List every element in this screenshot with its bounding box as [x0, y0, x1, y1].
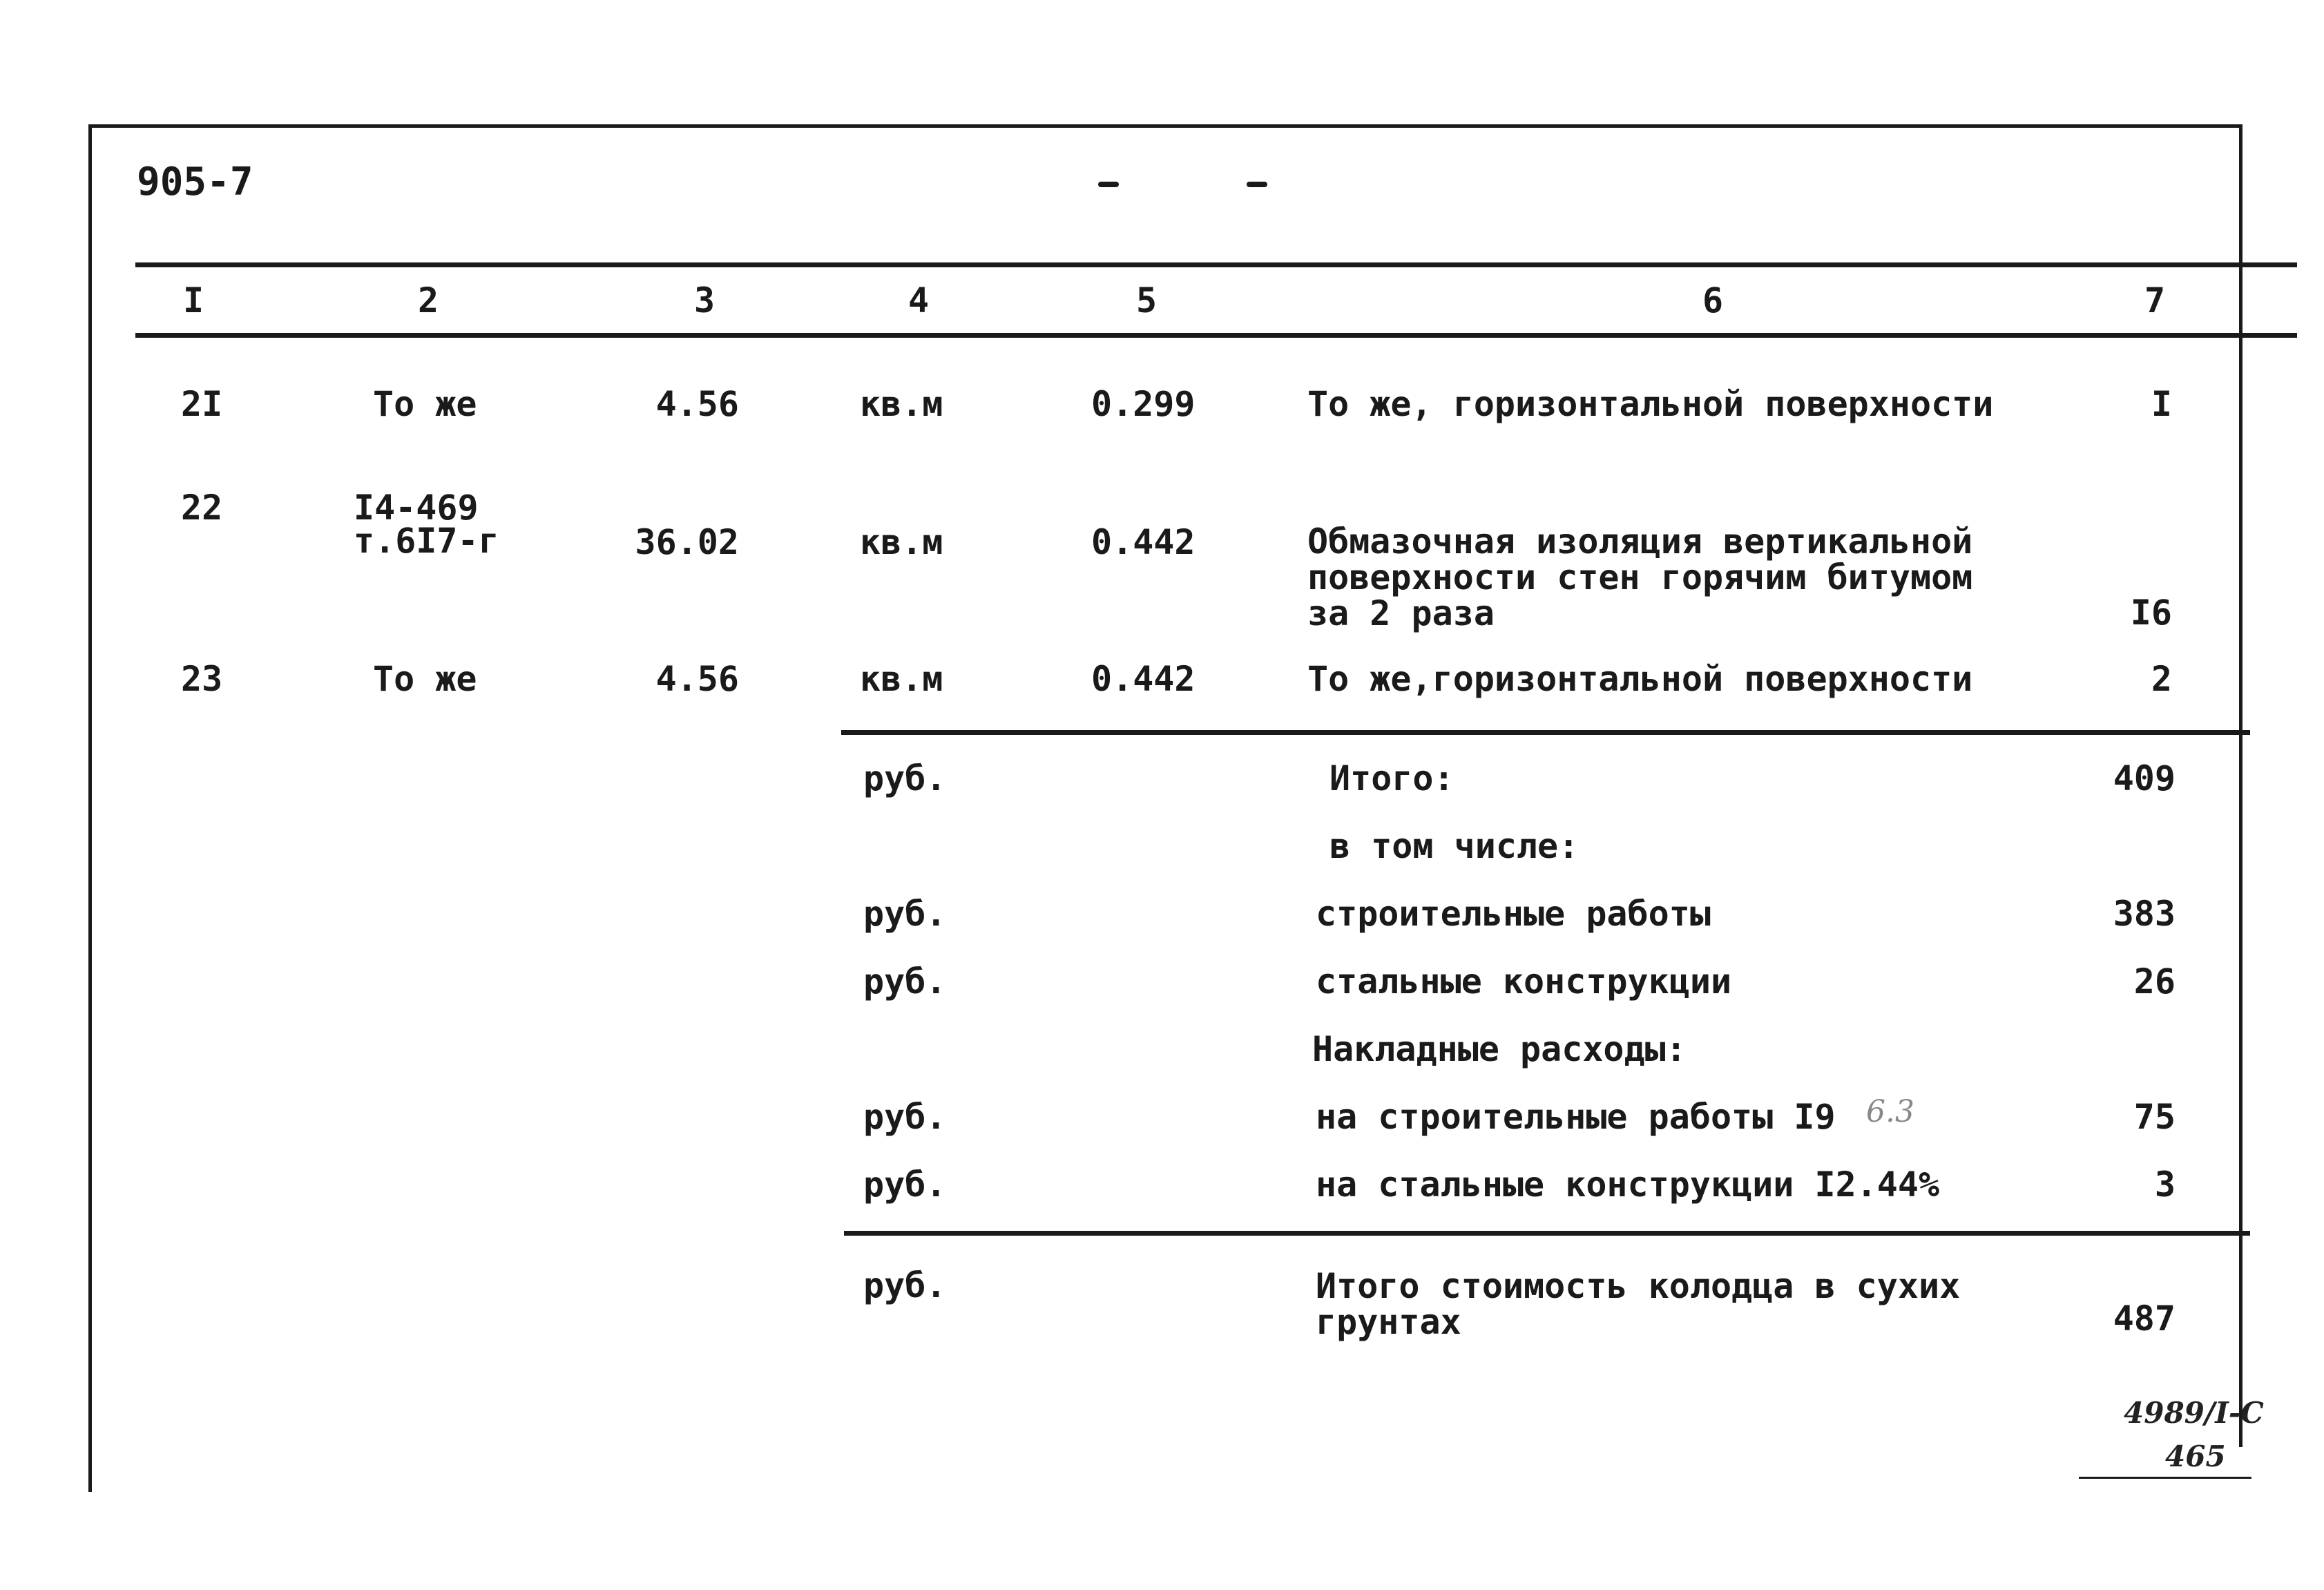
grand-total-label: Итого стоимость колодца в сухих грунтах	[1316, 1266, 1961, 1342]
row-23-total: 2	[2151, 659, 2172, 699]
summary-overhead-construction-value: 75	[2133, 1097, 2176, 1137]
row-23-unit: кв.м	[860, 659, 943, 699]
header-rule-bottom	[135, 333, 2297, 338]
summary-total-label: Итого:	[1329, 758, 1454, 798]
summary-total-unit: руб.	[863, 758, 947, 798]
row-21-unit: кв.м	[860, 384, 943, 424]
handwritten-correction: 6.3	[1866, 1094, 1914, 1129]
stamp-line2: 465	[2165, 1439, 2226, 1473]
grand-total-unit: руб.	[863, 1265, 947, 1305]
col-header-7: 7	[2144, 280, 2166, 320]
header-rule-top	[135, 262, 2297, 267]
summary-steel-unit: руб.	[863, 961, 947, 1002]
row-22-total: I6	[2130, 593, 2172, 633]
row-21-rate: 0.299	[1091, 384, 1195, 424]
row-22-ref-line2: т.6I7-г	[354, 521, 499, 561]
col-header-2: 2	[417, 280, 439, 320]
row-23-num: 23	[181, 659, 223, 699]
summary-construction-label: строительные работы	[1316, 894, 1711, 934]
row-22-unit: кв.м	[860, 522, 943, 562]
col-header-4: 4	[907, 280, 930, 320]
doc-code: 905-7	[137, 160, 253, 204]
row-21-desc: То же, горизонтальной поверхности	[1307, 384, 1994, 424]
row-22-rate: 0.442	[1091, 522, 1195, 562]
row-23-qty: 4.56	[655, 659, 739, 699]
stamp-line1: 4989/I-C	[2124, 1396, 2264, 1430]
summary-rule	[841, 730, 2250, 735]
frame-left-border	[88, 124, 92, 1492]
row-21-ref: То же	[373, 384, 477, 424]
row-22-desc: Обмазочная изоляция вертикальной поверхности стен горячим битумом за 2 раза	[1307, 521, 1973, 633]
col-header-6: 6	[1702, 280, 1724, 320]
summary-steel-label: стальные конструкции	[1316, 961, 1732, 1002]
summary-overhead-steel-value: 3	[2154, 1165, 2176, 1205]
row-22-ref: I4-469	[354, 488, 479, 528]
summary-construction-value: 383	[2113, 894, 2176, 934]
grand-total-rule	[844, 1231, 2250, 1236]
col-header-1: I	[182, 280, 204, 320]
summary-overhead-construction-unit: руб.	[863, 1097, 947, 1137]
row-21-qty: 4.56	[655, 384, 739, 424]
col-header-5: 5	[1135, 280, 1158, 320]
summary-overhead-label: Накладные расходы:	[1312, 1029, 1687, 1069]
frame-top-border	[88, 124, 2242, 128]
frame-right-border	[2239, 124, 2243, 1447]
row-23-rate: 0.442	[1091, 659, 1195, 699]
col-header-3: 3	[693, 280, 716, 320]
summary-construction-unit: руб.	[863, 894, 947, 934]
summary-including-label: в том числе:	[1329, 826, 1579, 866]
summary-steel-value: 26	[2133, 961, 2176, 1002]
grand-total-value: 487	[2113, 1299, 2176, 1339]
summary-total-value: 409	[2113, 758, 2176, 798]
row-21-total: I	[2151, 384, 2172, 424]
row-22-qty: 36.02	[635, 522, 739, 562]
summary-overhead-steel-unit: руб.	[863, 1165, 947, 1205]
header-dash-right	[1247, 182, 1267, 187]
summary-overhead-construction-label: на строительные работы I9	[1316, 1097, 1836, 1137]
summary-overhead-steel-label: на стальные конструкции I2.44%	[1316, 1165, 1940, 1205]
row-22-num: 22	[181, 488, 223, 528]
row-23-ref: То же	[373, 659, 477, 699]
row-23-desc: То же,горизонтальной поверхности	[1307, 659, 1973, 699]
header-dash-left	[1098, 182, 1119, 187]
row-21-num: 2I	[181, 384, 223, 424]
stamp-underline	[2079, 1477, 2251, 1479]
